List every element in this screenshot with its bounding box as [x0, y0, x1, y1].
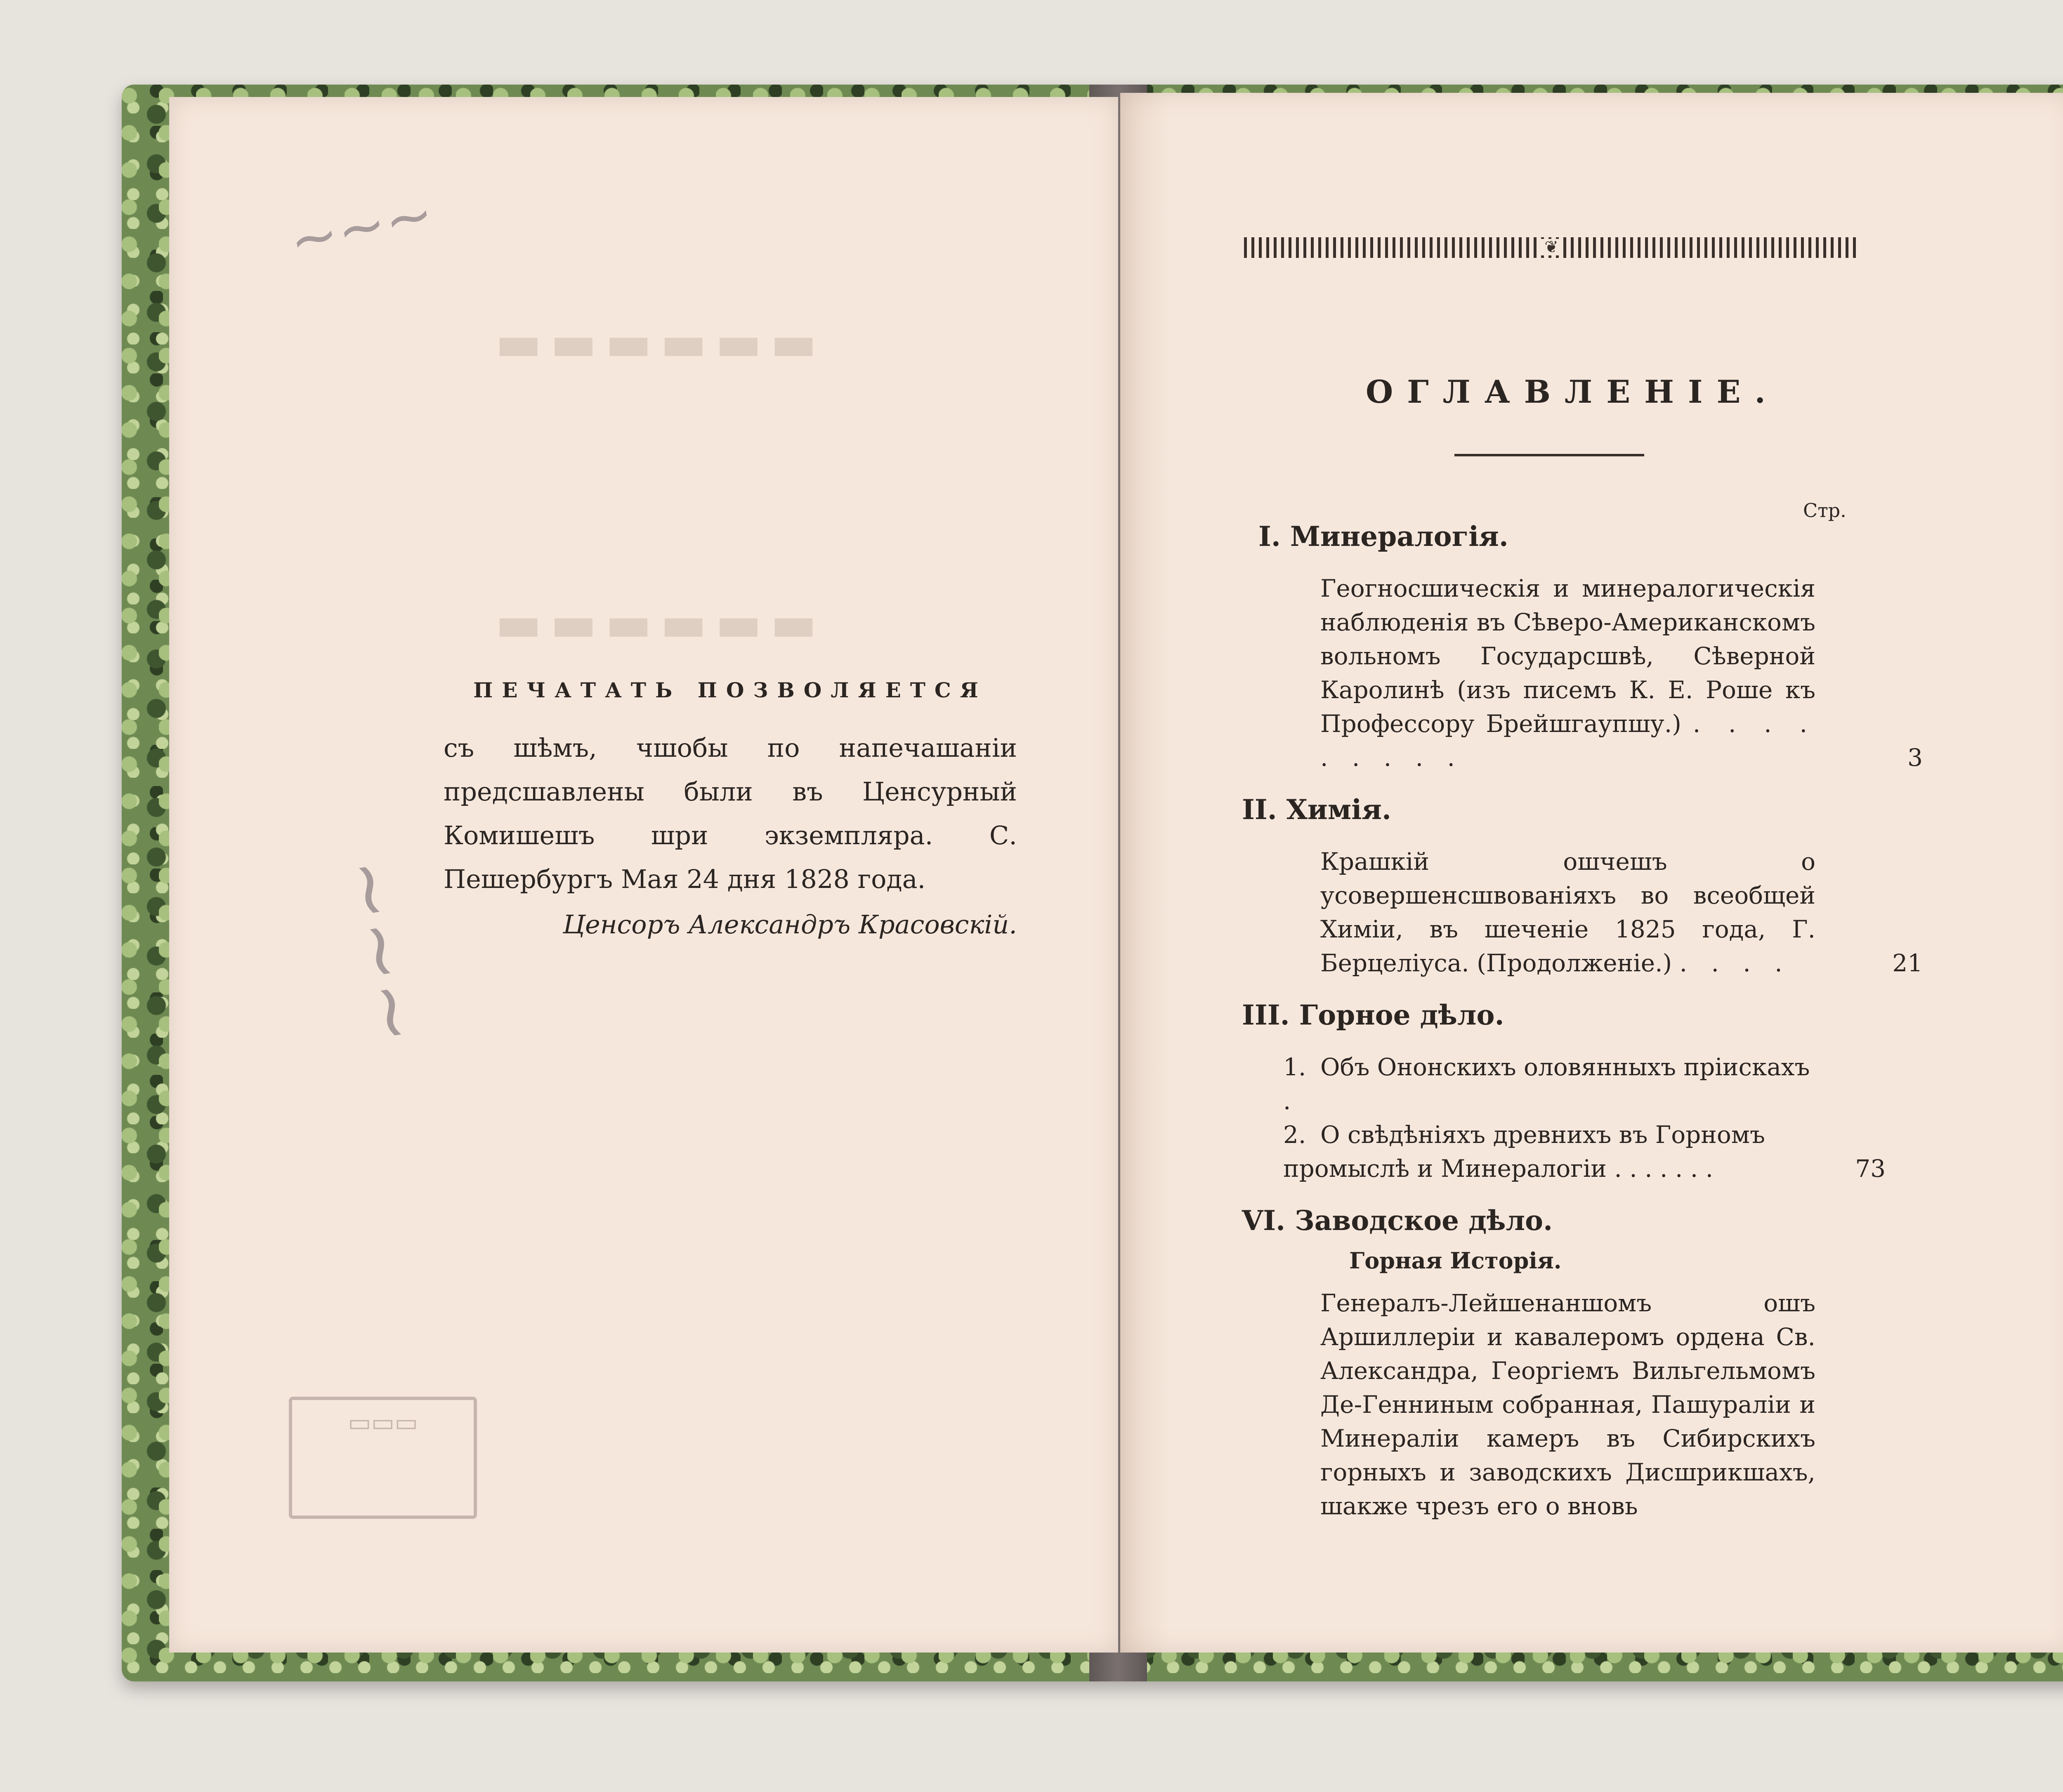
pencil-marks: ~~~ [323, 851, 441, 1051]
section-title: Химія. [1286, 793, 1392, 826]
entry-text: Генералъ-Лейшенаншомъ ошъ Аршиллеріи и кавалеромъ ордена Св. Александра, Георгіемъ Вильгельмомъ Де-Генниным собранная, Пашураліи и Минераліи камеръ въ Сибирскихъ горныхъ и заводскихъ Дисшрикшахъ, шакже чрезъ его о вновь [1320, 1289, 1815, 1520]
ornament-center-icon: ❦ [1541, 239, 1562, 255]
section-numeral: VI. [1242, 1204, 1286, 1237]
section-numeral: II. [1242, 793, 1277, 826]
toc-section [1242, 791, 1886, 828]
item-number: 1. [1283, 1053, 1306, 1081]
show-through-ghost: ▬▬▬▬▬▬ [495, 594, 826, 652]
page-column-label: Стр. [1803, 499, 1846, 522]
item-text: О свѣдѣніяхъ древнихъ въ Горномъ промыслѣ и Минералогіи [1283, 1121, 1765, 1183]
section-numeral: III. [1242, 999, 1290, 1031]
toc-entry [1320, 571, 1923, 774]
dot-leader: . . . . . . . [1614, 1155, 1714, 1183]
page-number: 3 [1907, 744, 1923, 772]
toc-title: ОГЛАВЛЕНІЕ. [1366, 373, 1780, 410]
item-text: Объ Ононскихъ оловянныхъ пріискахъ . [1283, 1053, 1810, 1115]
entry-text: Крашкій ошчешъ о усовершенсшвованіяхъ во всеобщей Химіи, въ шеченіе 1825 года, Г. Берцеліуса. (Продолженіе.) [1320, 848, 1815, 977]
toc-section [1258, 518, 1886, 555]
pencil-marks: ~~~ [283, 179, 440, 276]
censor-signature: Ценсоръ Александръ Красовскій. [562, 909, 1017, 940]
toc-section [1242, 1202, 1886, 1239]
table-of-contents [1242, 518, 1923, 1528]
section-numeral: I. [1258, 520, 1281, 552]
section-title: Заводское дѣло. [1295, 1204, 1553, 1237]
item-number: 2. [1283, 1121, 1306, 1149]
toc-item [1283, 1118, 1886, 1185]
title-rule [1454, 454, 1644, 456]
header-ornament [1244, 237, 1859, 258]
dot-leader: . . . . . . . . . [1320, 710, 1816, 772]
section-title: Минералогія. [1290, 520, 1508, 552]
section-title: Горное дѣло. [1299, 999, 1504, 1031]
page-number: 73 [1855, 1155, 1886, 1183]
page-number: 21 [1892, 949, 1923, 977]
section-subtitle: Горная Исторія. [1349, 1247, 1562, 1274]
entry-text: Геогносшическія и минералогическія наблюденія въ Сѣверо-Американскомъ вольномъ Государсшвѣ, Сѣверной Каролинѣ (изъ писемъ К. Е. Роше къ Профессору Брейшгаупшу.) [1320, 574, 1815, 738]
toc-entry [1320, 845, 1923, 980]
toc-section [1242, 996, 1886, 1034]
imprimatur-block [444, 668, 1017, 947]
toc-entry [1320, 1286, 1815, 1523]
imprimatur-heading: ПЕЧАТАТЬ ПОЗВОЛЯЕТСЯ [473, 678, 987, 702]
toc-item [1283, 1050, 1815, 1118]
show-through-ghost: ▬▬▬▬▬▬ [495, 314, 826, 372]
imprimatur-body: съ шѣмъ, чшобы по напечашаніи предсшавлены были въ Ценсурный Комишешъ шри экземпляра. С. Пешербургъ Мая 24 дня 1828 года. [444, 733, 1017, 894]
library-stamp: ▭▭▭ [289, 1397, 477, 1519]
dot-leader: . . . . [1679, 949, 1791, 977]
